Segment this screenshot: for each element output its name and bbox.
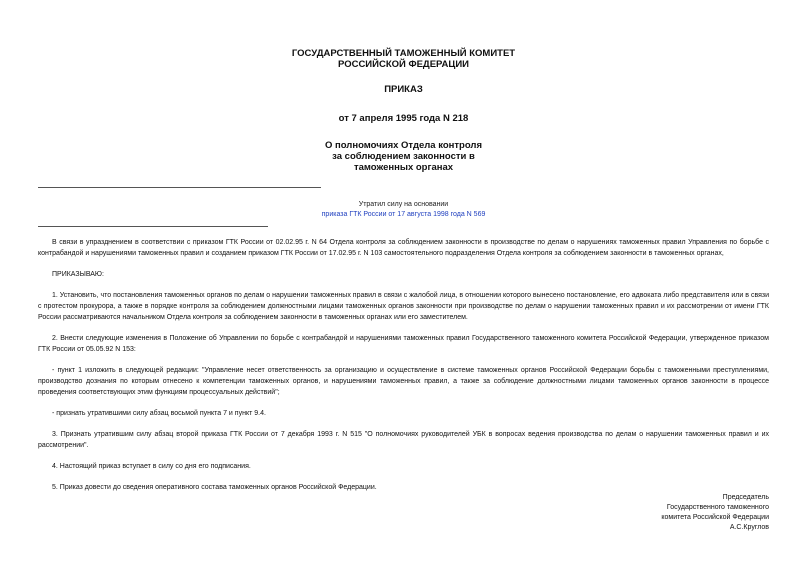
divider-bottom — [38, 226, 268, 227]
clause-2-item-1: - пункт 1 изложить в следующей редакции: "Управление несет ответственность за организацию и осуществление в системе таможенных органов Российской Федерации борьбы с таможенными преступлениями, производство дознания по которым отнесено к компетенции таможенных органов, и нарушениями таможенных правил, а также за соблюдение должностными лицами таможенных органов законности в процессе проведения соответствующих этим функциям процессуальных действий"; — [38, 367, 769, 396]
signature-line-2: Государственного таможенного — [666, 504, 769, 511]
issuer-line-1: ГОСУДАРСТВЕННЫЙ ТАМОЖЕННЫЙ КОМИТЕТ — [291, 48, 516, 59]
document-type: ПРИКАЗ — [384, 84, 423, 95]
clause-1: 1. Установить, что постановления таможенных органов по делам о нарушении таможенных правил в связи с жалобой лица, в отношении которого вынесено постановление, его адвоката либо представителя или в связи с протестом прокурора, а также в порядке контроля за соблюдением должностными лицами таможенных органов законности при производстве по делам о нарушении таможенных правил и их рассмотрении от имени ГТК России рассматриваются начальником Отдела контроля за соблюдением законности в таможенных органах или его заместителем. — [38, 292, 769, 321]
signature-line-3: комитета Российской Федерации — [661, 514, 769, 521]
divider-top — [38, 187, 321, 188]
issuer-line-2: РОССИЙСКОЙ ФЕДЕРАЦИИ — [337, 59, 469, 70]
signature-line-1: Председатель — [722, 494, 769, 501]
subject-line-3: таможенных органах — [353, 162, 454, 173]
signature-name: А.С.Круглов — [729, 524, 769, 531]
status-note — [38, 200, 769, 220]
repeal-order-link[interactable]: приказа ГТК России от 17 августа 1998 года N 569 — [321, 211, 486, 218]
subject-line-2: за соблюдением законности в — [332, 151, 475, 162]
order-keyword: ПРИКАЗЫВАЮ: — [52, 271, 104, 278]
clause-2-item-2: - признать утратившими силу абзац восьмой пункта 7 и пункт 9.4. — [52, 410, 266, 417]
status-note-text: Утратил силу на основании — [358, 201, 449, 208]
clause-4: 4. Настоящий приказ вступает в силу со дня его подписания. — [52, 463, 251, 470]
preamble-paragraph: В связи в упразднением в соответствии с приказом ГТК России от 02.02.95 г. N 64 Отдела контроля за соблюдением законности в производстве по делам о нарушениях таможенных правил Управления по борьбе с контрабандой и нарушениями таможенных правил и созданием приказом ГТК России от 17.02.95 г. N 103 самостоятельного подразделения Отдела контроля за соблюдением законности в таможенных органах, — [38, 239, 769, 257]
clause-2: 2. Внести следующие изменения в Положение об Управлении по борьбе с контрабандой и нарушениями таможенных правил Государственного таможенного комитета Российской Федерации, утвержденное приказом ГТК России от 05.05.92 N 153: — [38, 335, 769, 353]
clause-3: 3. Признать утратившим силу абзац второй приказа ГТК России от 7 декабря 1993 г. N 515 "О полномочиях руководителей УБК в вопросах ведения производства по делам о нарушении таможенных правил и их рассмотрении". — [38, 431, 769, 449]
document-subject — [38, 140, 769, 173]
document-body — [38, 237, 769, 493]
issuer-header — [38, 0, 769, 70]
clause-5: 5. Приказ довести до сведения оперативного состава таможенных органов Российской Федерации. — [52, 484, 377, 491]
subject-line-1: О полномочиях Отдела контроля — [324, 140, 483, 151]
signature-block — [661, 493, 769, 533]
document-date-number: от 7 апреля 1995 года N 218 — [338, 113, 469, 124]
